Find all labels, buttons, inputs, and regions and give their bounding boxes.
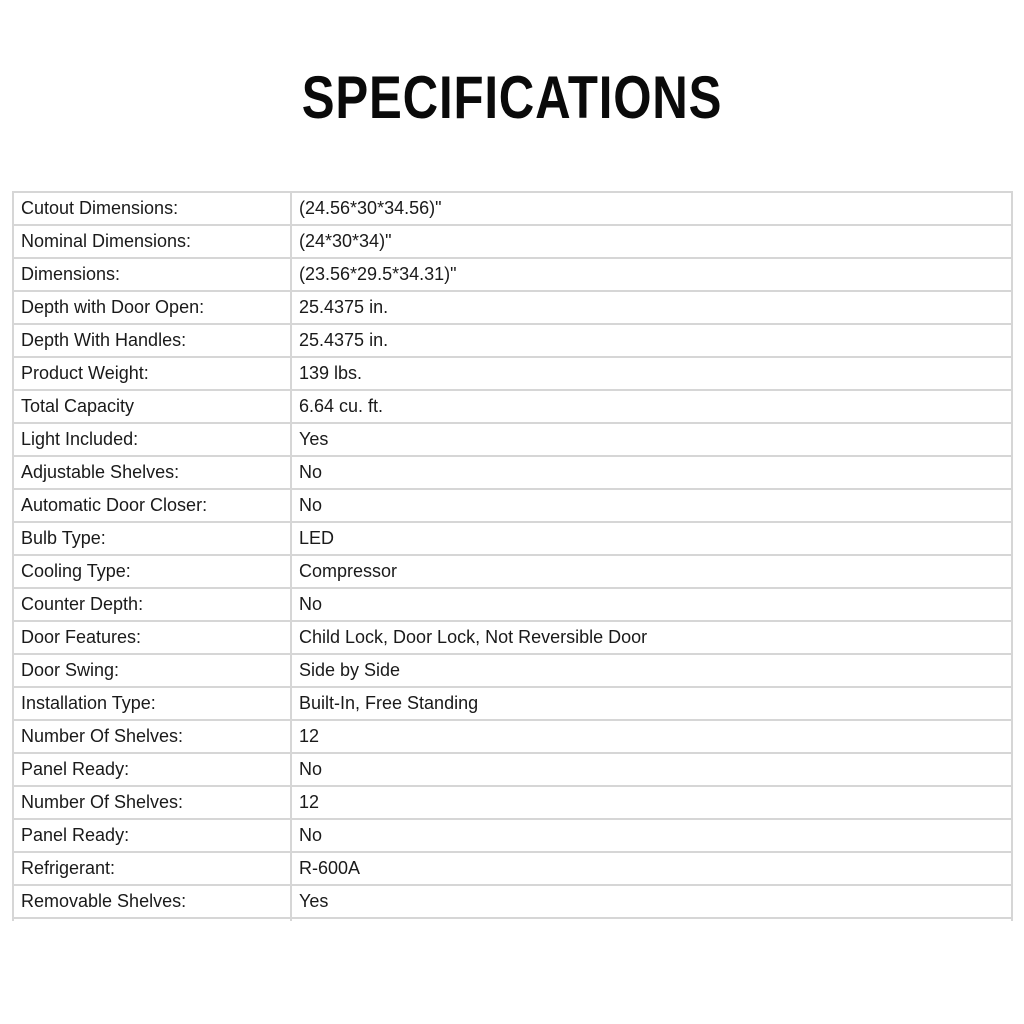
table-row [13, 621, 1012, 654]
table-row [13, 522, 1012, 555]
spec-value: R-600A [291, 852, 1012, 885]
spec-value: 25.4375 in. [291, 291, 1012, 324]
spec-value: 12 [291, 786, 1012, 819]
spec-value-empty [291, 918, 1012, 921]
spec-label: Number Of Shelves: [13, 786, 291, 819]
spec-label: Cooling Type: [13, 555, 291, 588]
table-row [13, 423, 1012, 456]
spec-label: Door Swing: [13, 654, 291, 687]
table-row [13, 753, 1012, 786]
spec-label: Total Capacity [13, 390, 291, 423]
spec-value: Built-In, Free Standing [291, 687, 1012, 720]
table-row-cut-off [13, 918, 1012, 921]
spec-label: Counter Depth: [13, 588, 291, 621]
spec-value: Side by Side [291, 654, 1012, 687]
table-row [13, 720, 1012, 753]
table-row [13, 390, 1012, 423]
table-row [13, 258, 1012, 291]
spec-value: (24*30*34)" [291, 225, 1012, 258]
table-row [13, 357, 1012, 390]
spec-label: Depth With Handles: [13, 324, 291, 357]
table-row [13, 786, 1012, 819]
page-title: SPECIFICATIONS [301, 64, 723, 131]
table-row [13, 489, 1012, 522]
spec-label-empty [13, 918, 291, 921]
table-row [13, 324, 1012, 357]
table-row [13, 687, 1012, 720]
spec-label: Door Features: [13, 621, 291, 654]
spec-label: Number Of Shelves: [13, 720, 291, 753]
table-row [13, 555, 1012, 588]
spec-label: Depth with Door Open: [13, 291, 291, 324]
spec-value: (23.56*29.5*34.31)" [291, 258, 1012, 291]
spec-value: LED [291, 522, 1012, 555]
spec-label: Installation Type: [13, 687, 291, 720]
spec-value: (24.56*30*34.56)" [291, 192, 1012, 225]
table-row [13, 225, 1012, 258]
spec-value: Yes [291, 885, 1012, 918]
spec-value: Compressor [291, 555, 1012, 588]
specifications-table [12, 191, 1013, 921]
table-row [13, 885, 1012, 918]
spec-value: 139 lbs. [291, 357, 1012, 390]
spec-label: Automatic Door Closer: [13, 489, 291, 522]
spec-value: 12 [291, 720, 1012, 753]
table-row [13, 819, 1012, 852]
spec-label: Light Included: [13, 423, 291, 456]
table-row [13, 852, 1012, 885]
spec-label: Nominal Dimensions: [13, 225, 291, 258]
spec-value: No [291, 819, 1012, 852]
spec-value: No [291, 456, 1012, 489]
spec-label: Panel Ready: [13, 819, 291, 852]
spec-label: Product Weight: [13, 357, 291, 390]
spec-label: Adjustable Shelves: [13, 456, 291, 489]
spec-value: 25.4375 in. [291, 324, 1012, 357]
spec-value: No [291, 588, 1012, 621]
spec-value: No [291, 489, 1012, 522]
table-row [13, 588, 1012, 621]
spec-value: Yes [291, 423, 1012, 456]
table-row [13, 456, 1012, 489]
spec-label: Refrigerant: [13, 852, 291, 885]
spec-value: Child Lock, Door Lock, Not Reversible Door [291, 621, 1012, 654]
table-row [13, 192, 1012, 225]
specifications-table-body [13, 192, 1012, 921]
table-row [13, 654, 1012, 687]
spec-label: Dimensions: [13, 258, 291, 291]
spec-value: No [291, 753, 1012, 786]
spec-label: Cutout Dimensions: [13, 192, 291, 225]
spec-value: 6.64 cu. ft. [291, 390, 1012, 423]
spec-label: Removable Shelves: [13, 885, 291, 918]
spec-label: Panel Ready: [13, 753, 291, 786]
spec-label: Bulb Type: [13, 522, 291, 555]
table-row [13, 291, 1012, 324]
